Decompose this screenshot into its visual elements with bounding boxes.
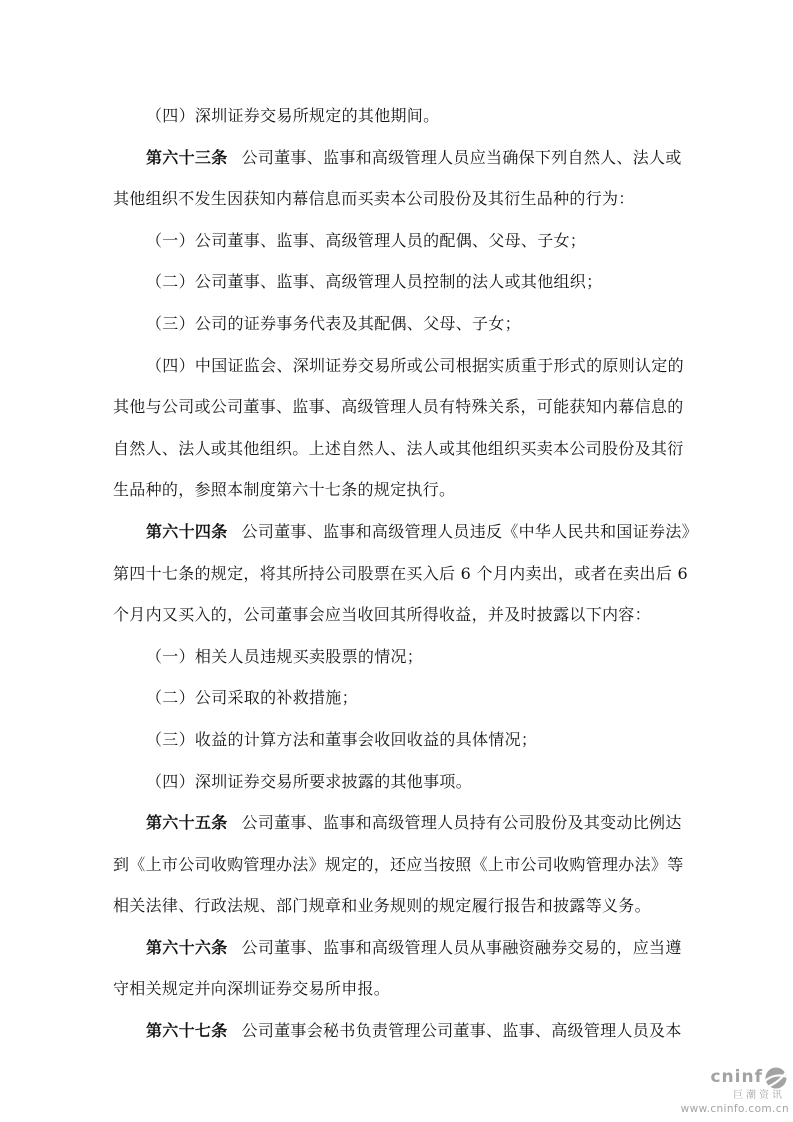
text-segment: 第四十七条的规定，将其所持公司股票在买入后 6 个月内卖出，或者在卖出后 6 — [113, 563, 689, 583]
text-segment: （二）公司董事、监事、高级管理人员控制的法人或其他组织； — [146, 272, 603, 292]
text-line — [113, 553, 699, 595]
text-line — [113, 844, 699, 886]
text-line — [113, 303, 699, 345]
article-number: 第六十六条 — [146, 937, 228, 957]
text-line — [113, 178, 699, 220]
text-line — [113, 885, 699, 927]
text-segment: 生品种的，参照本制度第六十七条的规定执行。 — [113, 480, 456, 500]
text-line — [113, 469, 699, 511]
text-line — [113, 802, 699, 844]
text-segment: 到《上市公司收购管理办法》规定的，还应当按照《上市公司收购管理办法》等 — [113, 854, 684, 874]
text-line — [113, 511, 699, 553]
text-line — [113, 345, 699, 387]
text-line — [113, 386, 699, 428]
text-line — [113, 220, 699, 262]
text-segment: 公司董事、监事和高级管理人员持有公司股份及其变动比例达 — [241, 813, 682, 833]
text-segment: 公司董事会秘书负责管理公司董事、监事、高级管理人员及本 — [241, 1021, 682, 1041]
text-line — [113, 719, 699, 761]
text-line — [113, 137, 699, 179]
text-line — [113, 95, 699, 137]
text-segment: （四）深圳证券交易所要求披露的其他事项。 — [146, 771, 473, 791]
text-segment: 公司董事、监事和高级管理人员违反《中华人民共和国证券法》 — [241, 521, 698, 541]
text-segment: 相关法律、行政法规、部门规章和业务规则的规定履行报告和披露等义务。 — [113, 896, 651, 916]
text-line — [113, 636, 699, 678]
text-segment: （一）相关人员违规买卖股票的情况； — [146, 646, 424, 666]
text-segment: （一）公司董事、监事、高级管理人员的配偶、父母、子女； — [146, 230, 587, 250]
text-segment: （三）收益的计算方法和董事会收回收益的具体情况； — [146, 729, 538, 749]
text-segment: 其他与公司或公司董事、监事、高级管理人员有特殊关系，可能获知内幕信息的 — [113, 397, 684, 417]
text-line — [113, 968, 699, 1010]
cninfo-swirl-icon — [765, 1067, 787, 1089]
cninfo-watermark — [681, 1067, 789, 1115]
cninfo-chinese-name: 巨潮资讯 — [733, 1089, 785, 1101]
text-segment: （四）中国证监会、深圳证券交易所或公司根据实质重于形式的原则认定的 — [146, 355, 684, 375]
text-segment: 公司董事、监事和高级管理人员从事融资融券交易的，应当遵 — [241, 937, 682, 957]
text-line — [113, 927, 699, 969]
text-segment: 其他组织不发生因获知内幕信息而买卖本公司股份及其衍生品种的行为： — [113, 189, 635, 209]
text-line — [113, 428, 699, 470]
cninfo-brand-row — [681, 1067, 787, 1089]
text-segment: （二）公司采取的补救措施； — [146, 688, 358, 708]
text-segment: 公司董事、监事和高级管理人员应当确保下列自然人、法人或 — [241, 147, 682, 167]
text-segment: 个月内又买入的，公司董事会应当收回其所得收益，并及时披露以下内容： — [113, 605, 651, 625]
document-text — [113, 95, 699, 1052]
text-segment: 守相关规定并向深圳证券交易所申报。 — [113, 979, 391, 999]
text-segment: （三）公司的证券事务代表及其配偶、父母、子女； — [146, 313, 521, 333]
text-line — [113, 261, 699, 303]
text-line — [113, 677, 699, 719]
cninfo-url: www.cninfo.com.cn — [680, 1102, 789, 1115]
text-segment: （四）深圳证券交易所规定的其他期间。 — [146, 106, 440, 125]
text-line — [113, 761, 699, 803]
cninfo-logo-text: cninf — [710, 1067, 763, 1087]
article-number: 第六十五条 — [146, 813, 228, 833]
article-number: 第六十三条 — [146, 147, 228, 167]
article-number: 第六十四条 — [146, 521, 228, 541]
article-number: 第六十七条 — [146, 1021, 228, 1041]
text-line — [113, 1010, 699, 1052]
text-line — [113, 594, 699, 636]
text-segment: 自然人、法人或其他组织。上述自然人、法人或其他组织买卖本公司股份及其衍 — [113, 438, 684, 458]
